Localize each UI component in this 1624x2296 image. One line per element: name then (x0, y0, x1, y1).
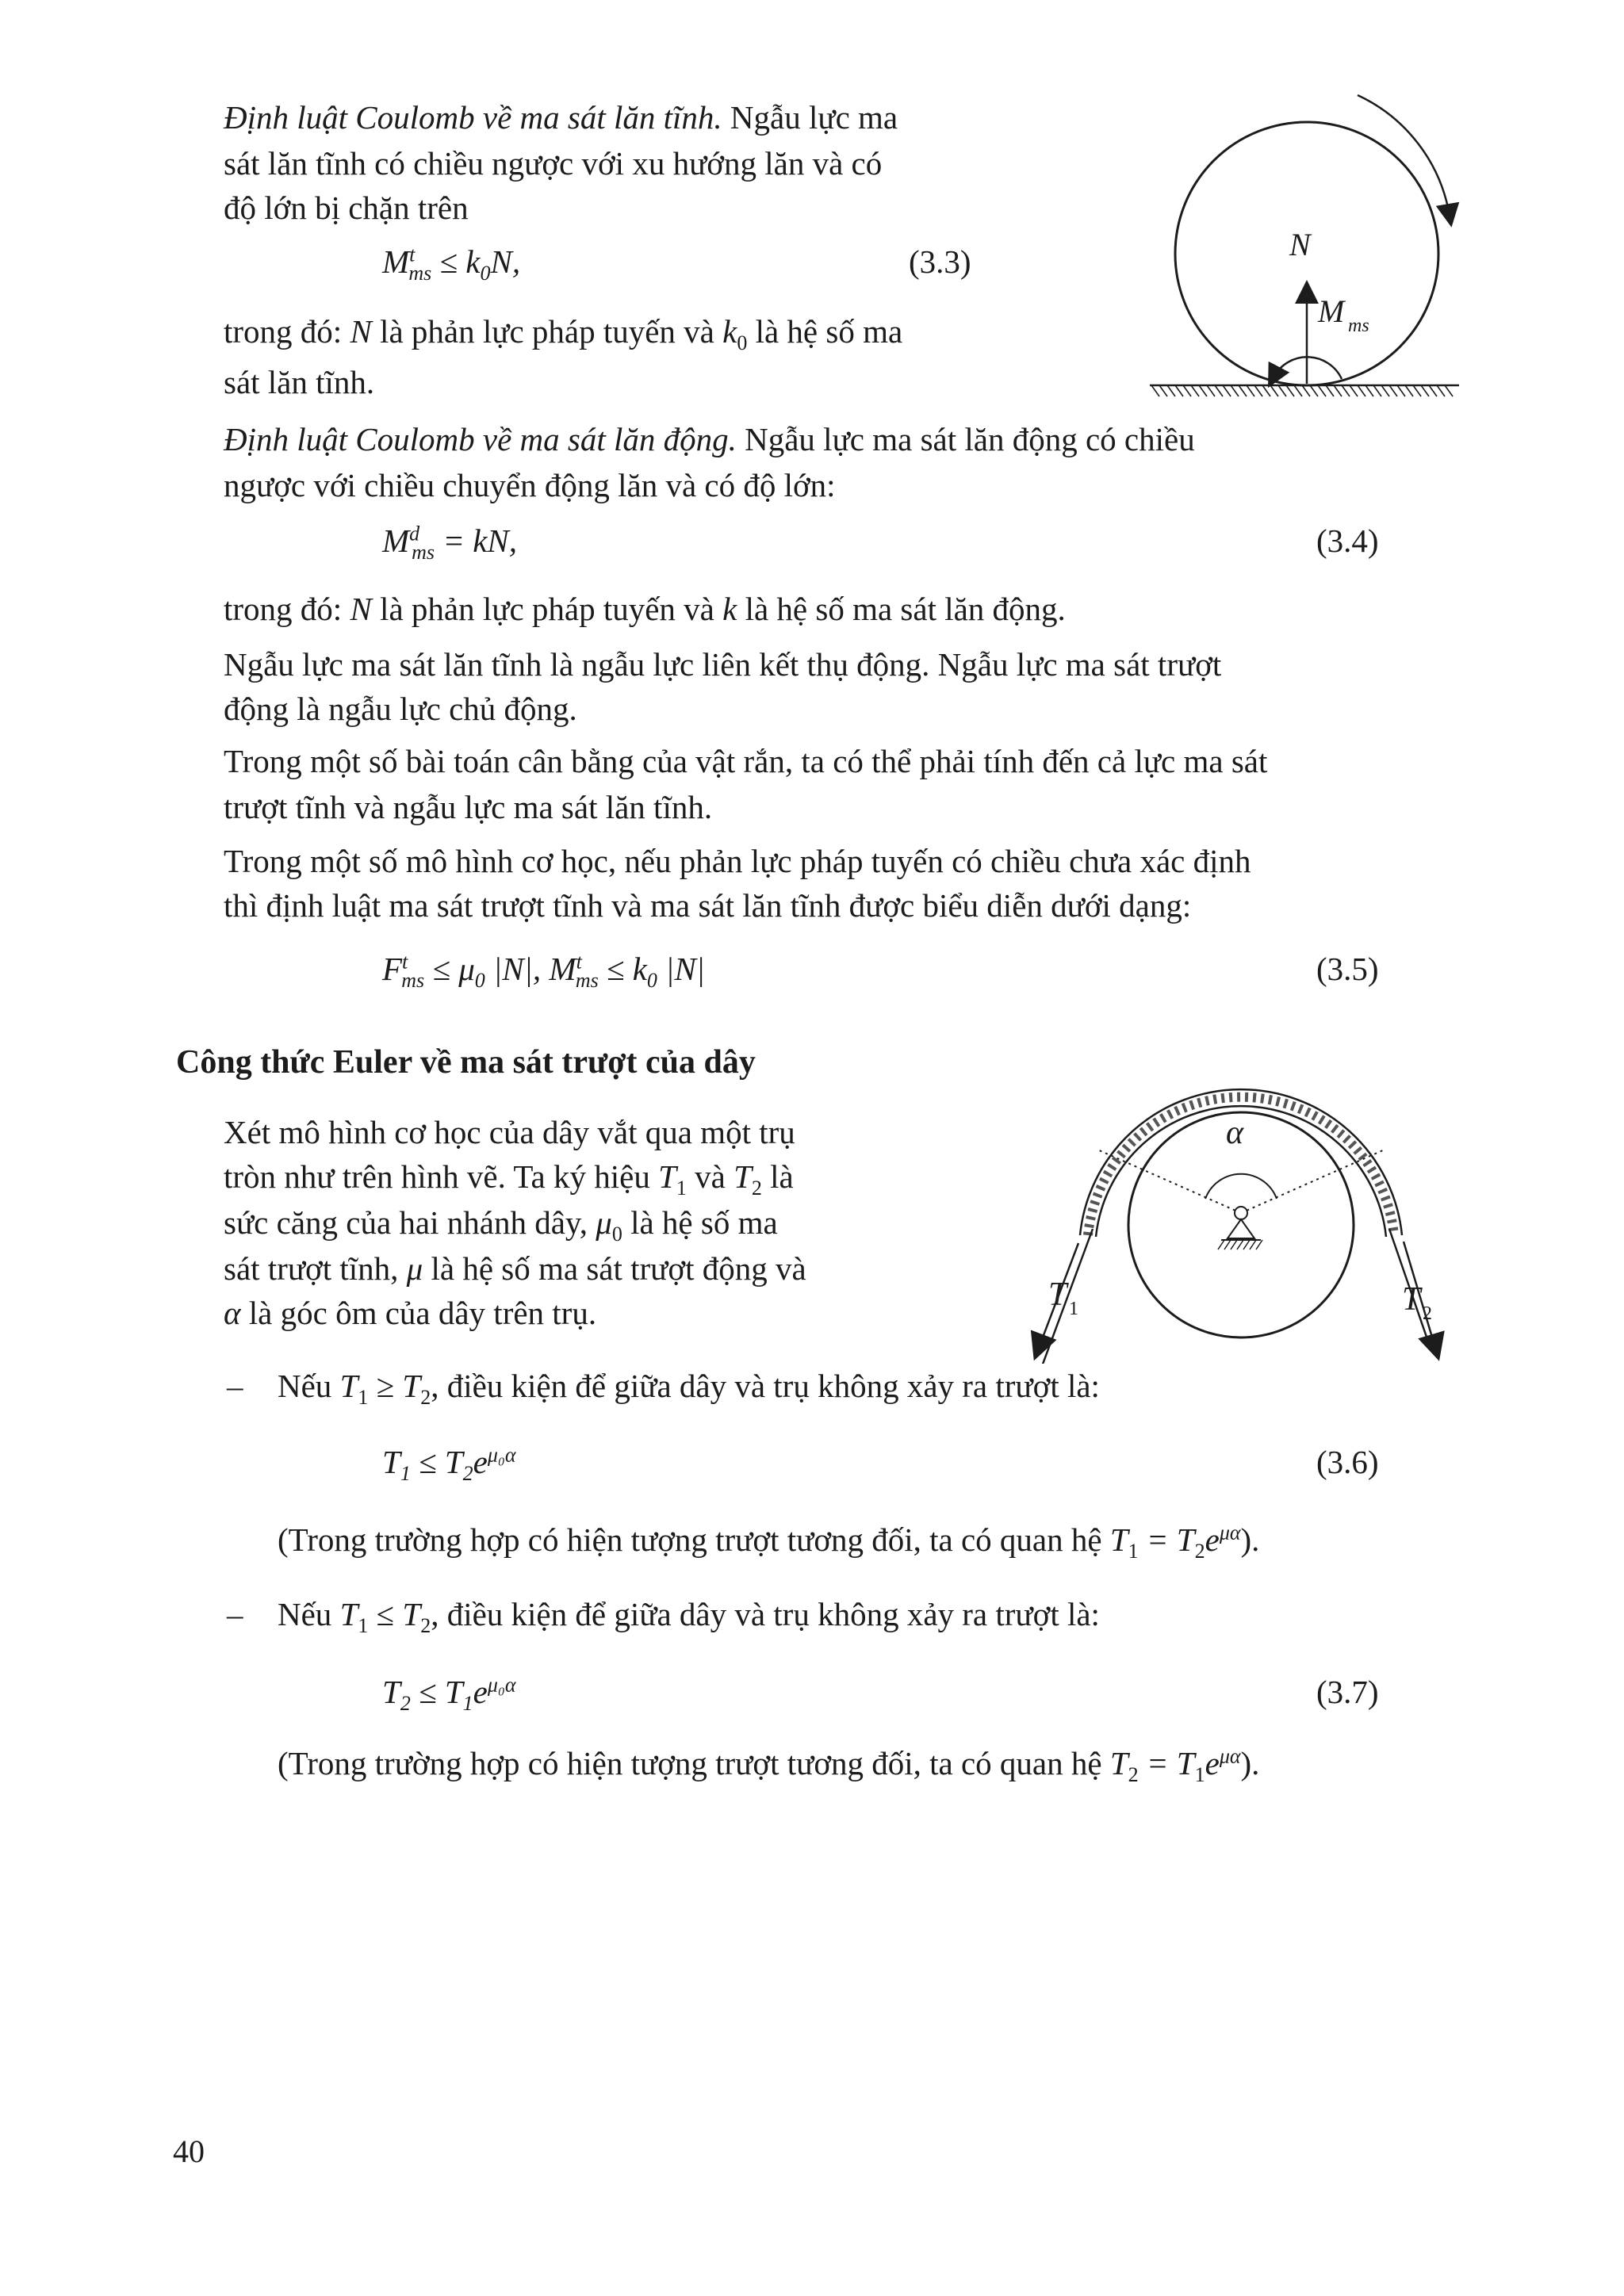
section-heading-euler: Công thức Euler về ma sát trượt của dây (176, 1044, 756, 1081)
paragraph-rope-line4: sát trượt tĩnh, μ là hệ số ma sát trượt động và (224, 1250, 806, 1287)
case2-note: (Trong trường hợp có hiện tượng trượt tương đối, ta có quan hệ $T_2 = T_1e^{\mu\alpha}$). (278, 1744, 1260, 1787)
equation-3-5: $F^t_{ms} \le \mu_0$ |N|, $M^t_{ms} \le k_0$ |N| (382, 950, 706, 993)
rope-cylinder-figure (1023, 1031, 1467, 1364)
tension-t2-label: T (1402, 1281, 1421, 1318)
wrap-angle-arc (1205, 1174, 1277, 1199)
pin-support-hatching (1218, 1240, 1262, 1249)
equation-3-7: $T_2 \le T_1e^{\mu_0\alpha}$ (382, 1673, 516, 1716)
pin-support-triangle (1228, 1219, 1254, 1238)
equation-number-3-4: (3.4) (1316, 522, 1379, 559)
equation-number-3-5: (3.5) (1316, 951, 1379, 987)
rolling-direction-arrow (1358, 95, 1450, 216)
case1-dash: – (227, 1368, 243, 1404)
equation-3-6: $T_1 \le T_2e^{\mu_0\alpha}$ (382, 1443, 516, 1486)
paragraph-static-rolling-line1: Định luật Coulomb về ma sát lăn tĩnh. Ngẫu lực ma (224, 99, 898, 136)
equation-3-4: $M^d_{ms}$ = kN, (382, 522, 518, 564)
tension-t2-subscript: 2 (1423, 1303, 1432, 1324)
page-number: 40 (173, 2133, 205, 2169)
moment-subscript: ms (1348, 316, 1369, 336)
rolling-wheel-figure (1134, 79, 1467, 412)
equation-number-3-7: (3.7) (1316, 1674, 1379, 1710)
equation-number-3-3: (3.3) (909, 243, 971, 280)
ground-hatching (1151, 385, 1453, 396)
moment-label: M (1318, 293, 1345, 329)
normal-force-label: N (1289, 227, 1311, 262)
case1-condition: Nếu $T_1 \ge T_2$, điều kiện để giữa dây và trụ không xảy ra trượt là: (278, 1368, 1100, 1410)
paragraph-passive-active-line2: động là ngẫu lực chủ động. (224, 691, 577, 727)
paragraph-passive-active-line1: Ngẫu lực ma sát lăn tĩnh là ngẫu lực liên kết thụ động. Ngẫu lực ma sát trượt (224, 646, 1222, 683)
paragraph-kinetic-rolling-line1: Định luật Coulomb về ma sát lăn động. Ngẫu lực ma sát lăn động có chiều (224, 421, 1195, 457)
paragraph-static-rolling-line4: trong đó: N là phản lực pháp tuyến và $k_0$ là hệ số ma (224, 313, 903, 355)
case2-dash: – (227, 1596, 243, 1632)
tension-t1-label: T (1048, 1276, 1067, 1313)
paragraph-equilibrium-line1: Trong một số bài toán cân bằng của vật rắn, ta có thể phải tính đến cả lực ma sát (224, 743, 1268, 779)
case2-condition: Nếu $T_1 \le T_2$, điều kiện để giữa dây và trụ không xảy ra trượt là: (278, 1596, 1100, 1638)
paragraph-rope-line2: tròn như trên hình vẽ. Ta ký hiệu $T_1$ và $T_2$ là (224, 1158, 794, 1200)
paragraph-kinetic-rolling-line3: trong đó: N là phản lực pháp tuyến và k là hệ số ma sát lăn động. (224, 591, 1066, 627)
paragraph-rope-line1: Xét mô hình cơ học của dây vắt qua một trụ (224, 1114, 795, 1150)
paragraph-kinetic-rolling-line2: ngược với chiều chuyển động lăn và có độ lớn: (224, 467, 836, 503)
kinetic-rolling-law-title: Định luật Coulomb về ma sát lăn động. (224, 421, 737, 457)
paragraph-static-rolling-line5: sát lăn tĩnh. (224, 364, 375, 400)
paragraph-model-line2: thì định luật ma sát trượt tĩnh và ma sát lăn tĩnh được biểu diễn dưới dạng: (224, 887, 1192, 924)
pin-support-hinge (1235, 1207, 1247, 1219)
paragraph-static-rolling-line3: độ lớn bị chặn trên (224, 189, 469, 226)
paragraph-rope-line3: sức căng của hai nhánh dây, $\mu_0$ là hệ số ma (224, 1204, 778, 1246)
tension-t1-subscript: 1 (1069, 1299, 1078, 1319)
wrap-angle-label: α (1226, 1115, 1244, 1151)
paragraph-static-rolling-line2: sát lăn tĩnh có chiều ngược với xu hướng lăn và có (224, 145, 883, 182)
equation-3-3: $M^t_{ms} \le k_0N$, (382, 243, 521, 285)
paragraph-rope-line5: α là góc ôm của dây trên trụ. (224, 1295, 597, 1331)
case1-note: (Trong trường hợp có hiện tượng trượt tương đối, ta có quan hệ $T_1 = T_2e^{\mu\alpha}$). (278, 1521, 1260, 1563)
equation-number-3-6: (3.6) (1316, 1444, 1379, 1480)
paragraph-equilibrium-line2: trượt tĩnh và ngẫu lực ma sát lăn tĩnh. (224, 789, 713, 825)
paragraph-model-line1: Trong một số mô hình cơ học, nếu phản lực pháp tuyến có chiều chưa xác định (224, 843, 1251, 879)
static-rolling-law-title: Định luật Coulomb về ma sát lăn tĩnh. (224, 99, 722, 136)
